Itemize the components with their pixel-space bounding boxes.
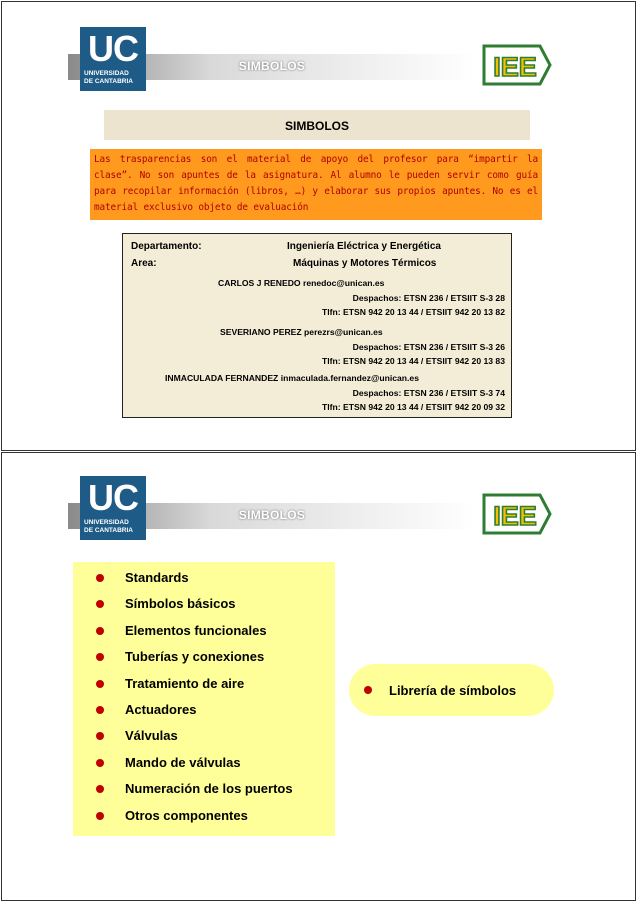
- library-label: Librería de símbolos: [389, 683, 517, 698]
- topics-list-box: [73, 562, 335, 836]
- bullet-icon: [96, 812, 104, 820]
- library-box: [349, 664, 554, 716]
- dept-value: Ingeniería Eléctrica y Energética: [287, 241, 441, 252]
- bullet-icon: [96, 680, 104, 688]
- bullet-icon: [96, 600, 104, 608]
- person-3-office: Despachos: ETSN 236 / ETSIIT S-3 74: [352, 388, 505, 398]
- person-1-name: CARLOS J RENEDO renedoc@unican.es: [218, 278, 385, 288]
- topic-item-mando-valvulas: Mando de válvulas: [73, 750, 293, 776]
- person-2-phone: Tlfn: ETSN 942 20 13 44 / ETSIIT 942 20 13 83: [322, 356, 505, 366]
- iee-logo-text-2: IEE: [493, 501, 537, 531]
- bullet-icon: [96, 732, 104, 740]
- person-3-phone: Tlfn: ETSN 942 20 13 44 / ETSIIT 942 20 09 32: [322, 402, 505, 412]
- dept-label: Departamento:: [131, 241, 202, 252]
- uc-logo: [80, 27, 146, 91]
- area-label: Area:: [131, 258, 157, 269]
- bullet-icon: [96, 627, 104, 635]
- bullet-icon: [96, 759, 104, 767]
- disclaimer-text: Las trasparencias son el material de apoyo del profesor para “impartir la clase”. No son apuntes de la asignatura. Al alumno le pueden servir como guía para recopilar información (libros, …) y elaborar sus propios apuntes. No es el material exclusivo objeto de evaluación: [94, 154, 538, 213]
- person-2-name: SEVERIANO PEREZ perezrs@unican.es: [220, 327, 383, 337]
- person-1-phone: Tlfn: ETSN 942 20 13 44 / ETSIIT 942 20 13 82: [322, 307, 505, 317]
- topic-item-standards: Standards: [73, 565, 293, 591]
- department-info-box: [122, 233, 512, 418]
- iee-logo-2: [482, 489, 552, 539]
- person-2-office: Despachos: ETSN 236 / ETSIIT S-3 26: [352, 342, 505, 352]
- area-value: Máquinas y Motores Térmicos: [293, 258, 437, 269]
- bullet-icon: [364, 686, 372, 694]
- bullet-icon: [96, 706, 104, 714]
- uc-logo-subtitle-2: UNIVERSIDAD DE CANTABRIA: [84, 519, 133, 534]
- slide-title: SIMBOLOS: [284, 119, 349, 133]
- topic-item-tuberias: Tuberías y conexiones: [73, 644, 293, 670]
- uc-logo-letters: UC: [88, 28, 138, 69]
- topics-list: [73, 565, 293, 829]
- iee-logo-text: IEE: [493, 52, 537, 82]
- topic-item-numeracion-puertos: Numeración de los puertos: [73, 776, 293, 802]
- disclaimer-notice: [90, 149, 542, 220]
- uc-logo-letters-2: UC: [88, 477, 138, 518]
- slide-title-box: [104, 110, 530, 140]
- iee-logo: [482, 40, 552, 90]
- bullet-icon: [96, 653, 104, 661]
- uc-logo-2: [80, 476, 146, 540]
- topic-item-valvulas: Válvulas: [73, 723, 293, 749]
- topic-item-tratamiento-aire: Tratamiento de aire: [73, 671, 293, 697]
- header-title-2: SIMBOLOS: [238, 508, 306, 522]
- person-1-office: Despachos: ETSN 236 / ETSIIT S-3 28: [352, 293, 505, 303]
- topic-item-elementos-funcionales: Elementos funcionales: [73, 618, 293, 644]
- header-title: SIMBOLOS: [238, 59, 306, 73]
- topic-item-simbolos-basicos: Símbolos básicos: [73, 591, 293, 617]
- bullet-icon: [96, 785, 104, 793]
- topic-item-actuadores: Actuadores: [73, 697, 293, 723]
- person-3-name: INMACULADA FERNANDEZ inmaculada.fernandez@unican.es: [165, 373, 419, 383]
- topic-item-otros-componentes: Otros componentes: [73, 803, 293, 829]
- bullet-icon: [96, 574, 104, 582]
- uc-logo-subtitle: UNIVERSIDAD DE CANTABRIA: [84, 70, 133, 85]
